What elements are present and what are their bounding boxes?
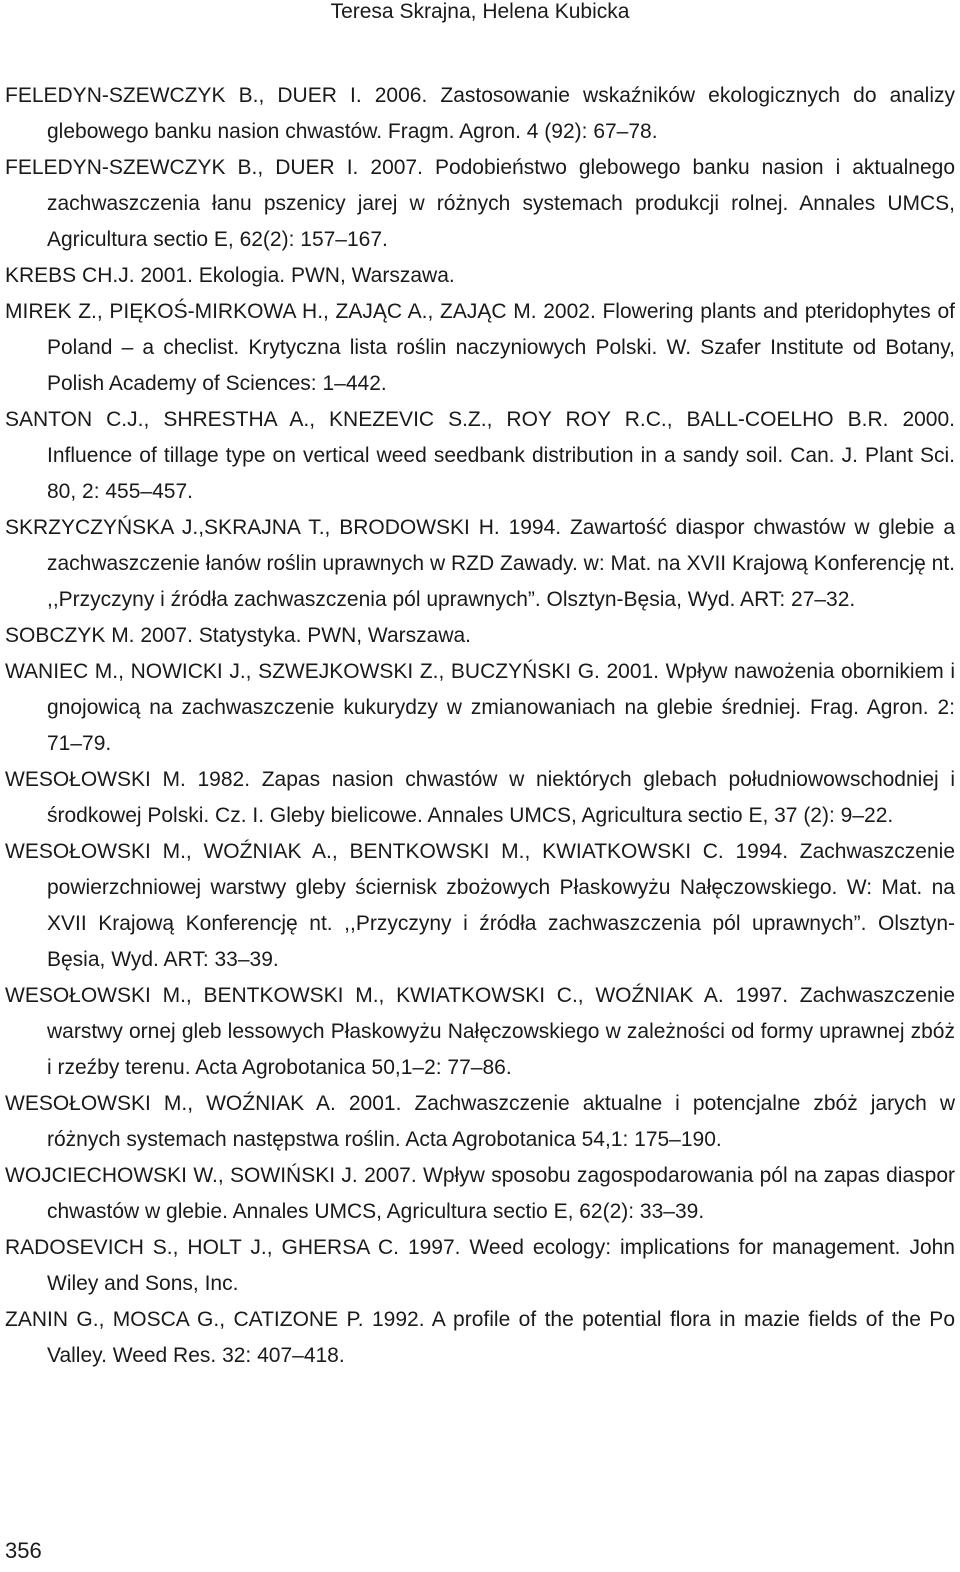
reference-item: WESOŁOWSKI M. 1982. Zapas nasion chwastów w niektórych glebach południowowschodniej i środkowej Polski. Cz. I. Gleby bielicowe. Annales UMCS, Agricultura sectio E, 37 (2): 9–22. (5, 768, 955, 827)
running-title: Teresa Skrajna, Helena Kubicka (330, 0, 630, 23)
reference-item: SANTON C.J., SHRESTHA A., KNEZEVIC S.Z., ROY ROY R.C., BALL-COELHO B.R. 2000. Influence of tillage type on vertical weed seedbank distribution in a sandy soil. Can. J. Plant Sci. 80, 2: 455–457. (5, 408, 955, 503)
reference-item: FELEDYN-SZEWCZYK B., DUER I. 2006. Zastosowanie wskaźników ekologicznych do analizy glebowego banku nasion chwastów. Fragm. Agron. 4 (92): 67–78. (5, 84, 955, 143)
reference-item: WESOŁOWSKI M., WOŹNIAK A. 2001. Zachwaszczenie aktualne i potencjalne zbóż jarych w różnych systemach następstwa roślin. Acta Agrobotanica 54,1: 175–190. (5, 1092, 955, 1151)
reference-item: FELEDYN-SZEWCZYK B., DUER I. 2007. Podobieństwo glebowego banku nasion i aktualnego zachwaszczenia łanu pszenicy jarej w różnych systemach produkcji rolnej. Annales UMCS, Agricultura sectio E, 62(2): 157–167. (5, 156, 955, 251)
reference-item: RADOSEVICH S., HOLT J., GHERSA C. 1997. Weed ecology: implications for management. John Wiley and Sons, Inc. (5, 1236, 955, 1295)
reference-list (5, 78, 955, 1374)
reference-item: SOBCZYK M. 2007. Statystyka. PWN, Warszawa. (5, 624, 472, 647)
reference-item: WOJCIECHOWSKI W., SOWIŃSKI J. 2007. Wpływ sposobu zagospodarowania pól na zapas diaspor chwastów w glebie. Annales UMCS, Agricultura sectio E, 62(2): 33–39. (5, 1164, 955, 1223)
page-number: 356 (5, 1538, 42, 1563)
reference-item: WESOŁOWSKI M., WOŹNIAK A., BENTKOWSKI M., KWIATKOWSKI C. 1994. Zachwaszczenie powierzchniowej warstwy gleby ściernisk zbożowych Płaskowyżu Nałęczowskiego. W: Mat. na XVII Krajową Konferencję nt. ,,Przyczyny i źródła zachwaszczenia pól uprawnych”. Olsztyn-Bęsia, Wyd. ART: 33–39. (5, 840, 955, 971)
reference-item: MIREK Z., PIĘKOŚ-MIRKOWA H., ZAJĄC A., ZAJĄC M. 2002. Flowering plants and pteridophytes of Poland – a checlist. Krytyczna lista roślin naczyniowych Polski. W. Szafer Institute od Botany, Polish Academy of Sciences: 1–442. (5, 300, 955, 395)
reference-item: WESOŁOWSKI M., BENTKOWSKI M., KWIATKOWSKI C., WOŹNIAK A. 1997. Zachwaszczenie warstwy ornej gleb lessowych Płaskowyżu Nałęczowskiego w zależności od formy uprawnej zbóż i rzeźby terenu. Acta Agrobotanica 50,1–2: 77–86. (5, 984, 955, 1079)
reference-item: SKRZYCZYŃSKA J.,SKRAJNA T., BRODOWSKI H. 1994. Zawartość diaspor chwastów w glebie a zachwaszczenie łanów roślin uprawnych w RZD Zawady. w: Mat. na XVII Krajową Konferencję nt. ,,Przyczyny i źródła zachwaszczenia pól uprawnych”. Olsztyn-Bęsia, Wyd. ART: 27–32. (5, 516, 955, 611)
reference-item: KREBS CH.J. 2001. Ekologia. PWN, Warszawa. (5, 264, 455, 287)
reference-item: ZANIN G., MOSCA G., CATIZONE P. 1992. A profile of the potential flora in mazie fields of the Po Valley. Weed Res. 32: 407–418. (5, 1308, 955, 1367)
reference-item: WANIEC M., NOWICKI J., SZWEJKOWSKI Z., BUCZYŃSKI G. 2001. Wpływ nawożenia obornikiem i gnojowicą na zachwaszczenie kukurydzy w zmianowaniach na glebie średniej. Frag. Agron. 2: 71–79. (5, 660, 955, 755)
